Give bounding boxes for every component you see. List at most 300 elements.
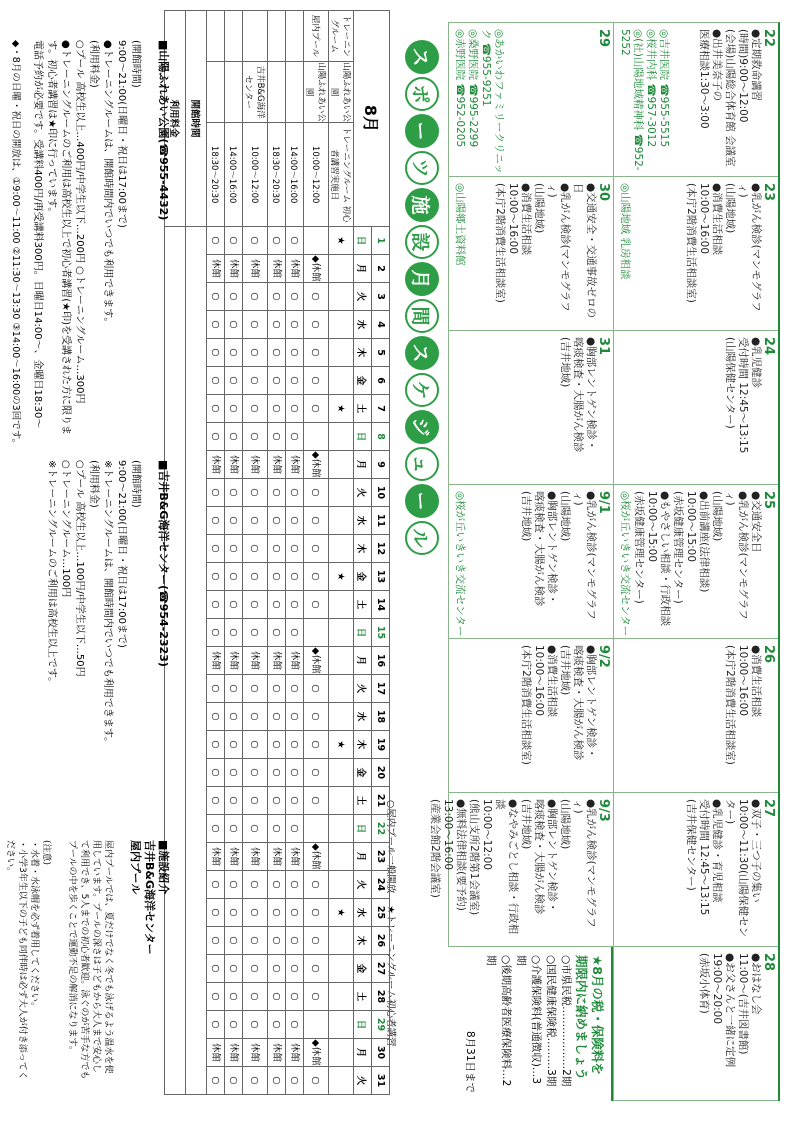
row-group [207, 11, 225, 62]
schedule-cell: ○ [243, 619, 268, 647]
day-number: 29 [596, 29, 611, 48]
schedule-cell: ○ [286, 591, 304, 619]
weekday-header: 金 [354, 563, 372, 591]
schedule-cell: 休館 [286, 843, 304, 871]
schedule-cell: ○ [225, 1011, 243, 1039]
schedule-cell: ○ [286, 1011, 304, 1039]
schedule-cell: ○ [268, 759, 286, 787]
day-header: 28 [372, 983, 390, 1011]
footer-note: ◆・8月の日曜・祝日の開放は、①9:00〜11:00 ②11:30〜13:30 ③14:00〜16:00の3回です。 [10, 40, 21, 448]
schedule-cell: 休館 [286, 255, 304, 283]
schedule-cell: ○ [207, 227, 225, 255]
day-events: ●交通安全・交通事故ゼロの日 ●乳がん検診(マンモグラフィ) (山陽地域) ●消費生活相談 10:00〜16:00 (本庁2階消費生活相談室) [494, 183, 597, 319]
schedule-cell: ○ [286, 955, 304, 983]
schedule-cell [329, 451, 354, 479]
schedule-cell: ○ [268, 731, 286, 759]
schedule-cell: ○ [304, 927, 329, 955]
schedule-cell: ◆休館 [304, 451, 329, 479]
schedule-cell [329, 871, 354, 899]
schedule-cell: ○ [268, 311, 286, 339]
day-events: ●乳がん検診(マンモグラフィ) (山陽地域) ●胸部レントゲン検診・ 喀痰検査・大腸がん検診 (吉井地域) [520, 491, 597, 620]
day-events: ●定期救命講習 (時間)9:00〜12:00 (会場)山陽総合体育館 会議室 ●出井美奈子の 医療相談1:30〜3:00 [698, 29, 762, 167]
day-number: 9/1 [596, 491, 611, 514]
schedule-row [304, 11, 329, 1095]
schedule-cell: ○ [286, 227, 304, 255]
notice-item: ○後期高齢者医療保険料…2期 [485, 955, 512, 1087]
schedule-cell: ○ [304, 899, 329, 927]
day-header: 26 [372, 927, 390, 955]
schedule-cell: ○ [243, 563, 268, 591]
day-events: ●胸部レントゲン検診・ 喀痰検査・大腸がん検診 (吉井地域) [559, 337, 597, 453]
schedule-cell: ○ [243, 899, 268, 927]
schedule-row [225, 11, 243, 1095]
facility-schedule [164, 10, 390, 1095]
row-group: トレーニングルーム [329, 11, 354, 62]
day-header: 18 [372, 703, 390, 731]
weekday-header: 水 [354, 899, 372, 927]
title-char: ケ [405, 373, 439, 407]
schedule-cell: ○ [207, 955, 225, 983]
schedule-cell: ○ [243, 227, 268, 255]
schedule-cell [329, 815, 354, 843]
weekday-header: 木 [354, 535, 372, 563]
day-cell [448, 485, 613, 639]
day-header: 23 [372, 843, 390, 871]
schedule-cell [329, 255, 354, 283]
weekday-header: 火 [354, 283, 372, 311]
schedule-cell: ○ [243, 535, 268, 563]
schedule-cell: ○ [225, 395, 243, 423]
day-header: 4 [372, 311, 390, 339]
weekday-header: 金 [354, 759, 372, 787]
schedule-cell: ○ [304, 283, 329, 311]
title-char: 月 [405, 262, 439, 296]
day-header: 21 [372, 787, 390, 815]
schedule-cell: 休館 [207, 843, 225, 871]
schedule-cell: 休館 [268, 843, 286, 871]
schedule-cell: ○ [225, 815, 243, 843]
schedule-cell: ○ [286, 395, 304, 423]
weekday-header: 金 [354, 955, 372, 983]
schedule-cell: ★ [329, 227, 354, 255]
day-location: ◎あかいわファミリークリニック ☎955-9251 ◎桑野医院 ☎995-2299 ◎赤野医院 ☎952-0205 [454, 29, 505, 174]
schedule-cell: ○ [268, 283, 286, 311]
schedule-cell: ○ [286, 731, 304, 759]
schedule-cell: ○ [243, 591, 268, 619]
schedule-cell: ○ [268, 703, 286, 731]
schedule-cell: ○ [243, 395, 268, 423]
weekday-header: 日 [354, 423, 372, 451]
schedule-cell: ○ [243, 787, 268, 815]
schedule-cell: 休館 [268, 1039, 286, 1067]
schedule-cell: ○ [207, 675, 225, 703]
schedule-cell: ○ [243, 815, 268, 843]
schedule-cell: ○ [207, 535, 225, 563]
row-group [243, 11, 268, 62]
schedule-cell: ○ [243, 339, 268, 367]
title-char: ー [405, 114, 439, 148]
weekday-header: 木 [354, 339, 372, 367]
legend-training: ★トレーニングルーム初心者講習 [385, 905, 396, 1047]
day-header: 9 [372, 451, 390, 479]
schedule-cell: 休館 [268, 647, 286, 675]
schedule-cell: ○ [243, 759, 268, 787]
schedule-cell: ○ [304, 759, 329, 787]
day-events: ●乳がん検診(マンモグラフィ) (山陽地域) ●消費生活相談 10:00〜16:00 (本庁2階消費生活相談室) [685, 183, 762, 312]
schedule-cell [304, 1011, 329, 1039]
weekday-header: 日 [354, 815, 372, 843]
schedule-cell [329, 1011, 354, 1039]
schedule-cell: ○ [268, 507, 286, 535]
day-header: 2 [372, 255, 390, 283]
schedule-cell [304, 423, 329, 451]
schedule-cell: ◆休館 [304, 255, 329, 283]
weekday-header: 土 [354, 395, 372, 423]
row-time: 18:30〜20:30 [268, 123, 286, 227]
day-header: 22 [372, 815, 390, 843]
schedule-cell: ◆休館 [304, 843, 329, 871]
schedule-cell: ○ [304, 311, 329, 339]
schedule-cell: 休館 [225, 451, 243, 479]
schedule-cell: 休館 [286, 1039, 304, 1067]
day-header: 17 [372, 675, 390, 703]
schedule-cell: ○ [268, 955, 286, 983]
title-char: ス [405, 336, 439, 370]
facility-sanyo [16, 40, 184, 440]
day-number: 9/3 [596, 799, 611, 822]
row-group [225, 11, 243, 62]
tax-notice [448, 947, 613, 1101]
row-label-fee: 利用料金 [165, 11, 186, 227]
day-cell [613, 639, 778, 793]
schedule-cell: 休館 [225, 1039, 243, 1067]
day-header: 24 [372, 871, 390, 899]
schedule-cell: ★ [329, 899, 354, 927]
day-header: 15 [372, 619, 390, 647]
schedule-cell: ○ [286, 563, 304, 591]
weekday-header: 火 [354, 675, 372, 703]
schedule-cell [329, 647, 354, 675]
day-location: ◎山陽郷土資料館 [454, 183, 466, 266]
day-header: 20 [372, 759, 390, 787]
schedule-cell: ○ [207, 283, 225, 311]
schedule-cell: ○ [243, 983, 268, 1011]
row-time: 10:00〜12:00 [243, 123, 268, 227]
schedule-cell: ○ [304, 787, 329, 815]
day-header: 8 [372, 423, 390, 451]
schedule-cell: ○ [268, 227, 286, 255]
schedule-cell: ○ [286, 675, 304, 703]
schedule-cell [329, 675, 354, 703]
schedule-cell: ○ [225, 535, 243, 563]
schedule-cell [329, 955, 354, 983]
schedule-cell: ○ [243, 311, 268, 339]
schedule-cell: ○ [243, 675, 268, 703]
schedule-cell: ○ [207, 311, 225, 339]
schedule-cell: ○ [286, 367, 304, 395]
day-cell [613, 947, 778, 1101]
row-label: 吉井B&G海洋センター [243, 61, 268, 122]
schedule-cell: ○ [304, 479, 329, 507]
facility-yoshii [30, 460, 184, 820]
weekday-header: 木 [354, 927, 372, 955]
day-header: 16 [372, 647, 390, 675]
schedule-cell: ○ [286, 423, 304, 451]
weekday-header: 月 [354, 843, 372, 871]
schedule-cell: ○ [243, 479, 268, 507]
schedule-cell: ○ [304, 507, 329, 535]
weekday-header: 日 [354, 619, 372, 647]
day-number: 27 [761, 799, 776, 818]
schedule-cell: ○ [225, 703, 243, 731]
day-header: 29 [372, 1011, 390, 1039]
schedule-cell: ○ [286, 703, 304, 731]
schedule-cell: ○ [207, 899, 225, 927]
schedule-cell: ○ [268, 927, 286, 955]
row-group: 屋内プール [304, 11, 329, 62]
schedule-cell: ○ [225, 759, 243, 787]
weekday-header: 土 [354, 787, 372, 815]
day-cell [448, 639, 613, 793]
day-number: 31 [596, 337, 611, 356]
schedule-cell: ○ [243, 1067, 268, 1095]
schedule-cell: 休館 [225, 843, 243, 871]
day-location: ◎桜が丘いきいき交流センター [454, 491, 466, 637]
schedule-cell: ○ [268, 1067, 286, 1095]
schedule-cell: ○ [243, 507, 268, 535]
schedule-cell: ○ [207, 1067, 225, 1095]
weekday-header: 月 [354, 647, 372, 675]
schedule-cell: ○ [286, 1067, 304, 1095]
row-label [268, 61, 286, 122]
day-number: 9/2 [596, 645, 611, 668]
schedule-cell: ○ [286, 339, 304, 367]
day-header: 19 [372, 731, 390, 759]
schedule-cell: ○ [243, 283, 268, 311]
day-location: ◎桜が丘いきいき交流センター [619, 491, 631, 637]
day-cell [429, 793, 613, 947]
schedule-cell: ○ [225, 283, 243, 311]
schedule-cell [329, 759, 354, 787]
schedule-cell: ○ [207, 339, 225, 367]
schedule-cell: ○ [268, 591, 286, 619]
weekday-header: 木 [354, 731, 372, 759]
day-number: 24 [761, 337, 776, 356]
day-header: 7 [372, 395, 390, 423]
schedule-cell [329, 983, 354, 1011]
day-header: 30 [372, 1039, 390, 1067]
schedule-row [286, 11, 304, 1095]
schedule-cell: ○ [243, 871, 268, 899]
day-events: ●胸部レントゲン検診・ 喀痰検査・大腸がん検診 (吉井地域) ●消費生活相談 10:00〜16:00 (本庁2階消費生活相談室) [520, 645, 597, 765]
schedule-cell [329, 367, 354, 395]
day-number: 28 [761, 953, 776, 972]
day-header: 1 [372, 227, 390, 255]
day-cell [448, 177, 613, 331]
schedule-cell: ○ [304, 591, 329, 619]
schedule-cell: ○ [304, 1067, 329, 1095]
row-time: トレーニングルーム 初心者講習実施日 [329, 123, 354, 227]
schedule-cell: ○ [207, 619, 225, 647]
schedule-cell: 休館 [207, 451, 225, 479]
schedule-cell: ○ [225, 339, 243, 367]
title-char: ポ [405, 77, 439, 111]
weekday-header: 日 [354, 1011, 372, 1039]
event-calendar [429, 22, 780, 1101]
day-header: 6 [372, 367, 390, 395]
weekday-header: 火 [354, 871, 372, 899]
schedule-cell [329, 703, 354, 731]
title-char: ス [405, 40, 439, 74]
facility-title: ■吉井B&G海洋センター(☎954-2323) [157, 460, 170, 667]
schedule-cell: ○ [225, 367, 243, 395]
weekday-header: 水 [354, 703, 372, 731]
schedule-cell [329, 787, 354, 815]
schedule-cell: ○ [225, 479, 243, 507]
day-events: ●交通安全日 ●乳がん検診(マンモグラフィ) (山陽地域) ●出前講座(法律相談) 10:00〜15:00 (赤坂健康管理センター) ●もやさしい相談・行政相談 10:00〜15:00 (赤坂健康管理センター) [633, 491, 762, 627]
schedule-cell: ○ [304, 395, 329, 423]
schedule-cell: ○ [225, 927, 243, 955]
schedule-cell: ○ [207, 507, 225, 535]
schedule-cell: 休館 [243, 843, 268, 871]
schedule-cell: ○ [286, 787, 304, 815]
title-char: ュ [405, 447, 439, 481]
title-char: ツ [405, 151, 439, 185]
schedule-cell: ○ [304, 675, 329, 703]
notice-item: ○介護保険料(普通徴収)…3期 [515, 955, 542, 1085]
facility-body: (開館時間) 9:00〜21:00(日曜日・祝日は17:00まで) ※トレーニングルームは、開館時間内でいつでも利用できます。 (利用料金) ○プール 高校生以上…100円/中学生以下…50円 ○トレーニングルーム…100円 ※トレーニングルームのご利用は高校生以上です。 [46, 460, 141, 748]
schedule-cell: ○ [268, 899, 286, 927]
weekday-header: 土 [354, 591, 372, 619]
schedule-cell [329, 535, 354, 563]
facility-info [5, 40, 184, 1100]
facility-title: ■山陽ふれあい公園(☎955-4432) [157, 40, 170, 221]
day-number: 26 [761, 645, 776, 664]
schedule-cell: ○ [243, 423, 268, 451]
day-number: 22 [761, 29, 776, 48]
schedule-cell: ○ [225, 787, 243, 815]
day-header: 31 [372, 1067, 390, 1095]
schedule-cell: ○ [225, 227, 243, 255]
schedule-cell [329, 479, 354, 507]
row-time: 14:00〜16:00 [225, 123, 243, 227]
schedule-cell: ○ [225, 675, 243, 703]
day-header: 5 [372, 339, 390, 367]
row-time: 18:30〜20:30 [207, 123, 225, 227]
schedule-cell: 休館 [286, 451, 304, 479]
schedule-cell: ○ [225, 311, 243, 339]
day-number: 25 [761, 491, 776, 510]
schedule-cell: 休館 [207, 1039, 225, 1067]
schedule-cell: ○ [268, 563, 286, 591]
schedule-cell: ○ [268, 983, 286, 1011]
schedule-cell: ○ [225, 1067, 243, 1095]
facility-body: (開館時間) 9:00〜21:00(日曜日・祝日は17:00まで) ●トレーニングルームは、開館時間内でいつでも利用できます。 (利用料金) ○プール 高校生以上…400円/中学生以下…200円 ○トレーニングルーム…300円 ●トレーニングルームのご利用は高校生以上で初心者講習(★印)を受講された方に限ります。初心者講習は★印に行っています。 電話予約が必要です。受講料400円/再受講料300円。日曜日14:00〜、金曜日18:30〜 [32, 40, 141, 435]
title-char: ジ [405, 410, 439, 444]
schedule-cell [304, 619, 329, 647]
schedule-cell: ○ [225, 871, 243, 899]
schedule-cell: ○ [207, 815, 225, 843]
day-header: 10 [372, 479, 390, 507]
schedule-cell: ○ [207, 927, 225, 955]
schedule-cell: ○ [268, 787, 286, 815]
schedule-cell: ◆休館 [304, 1039, 329, 1067]
facility-intro [0, 840, 184, 1080]
schedule-cell: ○ [286, 871, 304, 899]
schedule-cell: 休館 [268, 451, 286, 479]
schedule-cell [304, 227, 329, 255]
schedule-cell: ○ [268, 1011, 286, 1039]
schedule-cell: 休館 [207, 647, 225, 675]
day-cell [613, 485, 778, 639]
day-location: ◎山陽地域 乳房相談 [619, 183, 631, 280]
schedule-cell: ○ [286, 899, 304, 927]
row-label [225, 61, 243, 122]
day-cell [613, 23, 778, 177]
schedule-row [268, 11, 286, 1095]
schedule-cell [329, 423, 354, 451]
schedule-cell [329, 591, 354, 619]
day-header: 12 [372, 535, 390, 563]
day-header: 3 [372, 283, 390, 311]
schedule-cell: ★ [329, 395, 354, 423]
schedule-cell: ○ [286, 479, 304, 507]
row-label [207, 61, 225, 122]
weekday-header: 日 [354, 227, 372, 255]
month-label: 8月 [354, 11, 390, 227]
schedule-cell: ○ [225, 563, 243, 591]
schedule-cell: ○ [207, 479, 225, 507]
day-header: 27 [372, 955, 390, 983]
schedule-row [329, 11, 354, 1095]
schedule-cell: 休館 [225, 255, 243, 283]
schedule-cell: ○ [225, 955, 243, 983]
schedule-cell: ○ [268, 395, 286, 423]
schedule-cell: ○ [225, 591, 243, 619]
row-label-open_hours: 開館時間 [186, 11, 207, 227]
schedule-cell: 休館 [243, 647, 268, 675]
schedule-cell: ○ [207, 759, 225, 787]
day-cell [613, 331, 778, 485]
weekday-header: 水 [354, 507, 372, 535]
schedule-cell: ○ [304, 983, 329, 1011]
schedule-cell: ○ [304, 339, 329, 367]
day-events: ●乳がん検診(マンモグラフィ) (山陽地域) ●胸部レントゲン検診・ 喀痰検査・大腸がん検診 (吉井地域) ●なやみごとし相談・行政相談 10:00〜12:00 (熊山支所2階第1会議室) ●無料法律相談(要予約) 13:00〜16:00 (産業会館2階会議室) [429, 799, 597, 935]
schedule-cell: ○ [286, 815, 304, 843]
schedule-cell [329, 283, 354, 311]
schedule-cell: ○ [268, 871, 286, 899]
weekday-header: 火 [354, 1067, 372, 1095]
schedule-cell: ○ [225, 423, 243, 451]
weekday-header: 火 [354, 479, 372, 507]
row-label: 山陽ふれあい公園 [304, 61, 329, 122]
day-location: ◎吉井医院 ☎955-5515 ◎桜井内科 ☎957-3012 ◎(社)山陽地域精神科 ☎952-5252 [619, 29, 670, 171]
notice-item: ○国民健康保険税………3期 [545, 955, 557, 1087]
schedule-cell: ○ [304, 955, 329, 983]
schedule-cell: 休館 [243, 451, 268, 479]
schedule-cell [329, 1039, 354, 1067]
schedule-cell: ★ [329, 563, 354, 591]
day-header: 25 [372, 899, 390, 927]
schedule-cell [329, 619, 354, 647]
weekday-header: 月 [354, 255, 372, 283]
day-number: 23 [761, 183, 776, 202]
schedule-cell: ○ [304, 871, 329, 899]
day-events: ●双子・三つ子の集い 10:00〜11:30(山陽保健センター) ●乳児健診・育児相談 受付時間 12:45〜13:15 (吉井保健センター) [685, 799, 762, 938]
schedule-cell: ○ [225, 731, 243, 759]
day-cell [448, 331, 613, 485]
schedule-cell [329, 507, 354, 535]
